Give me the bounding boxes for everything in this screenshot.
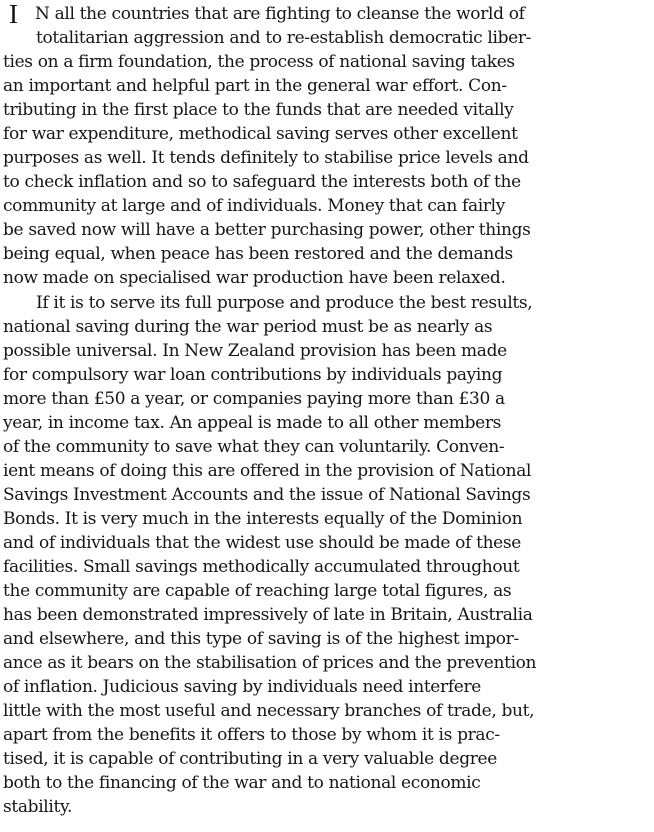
paragraph-2-line-12: facilities. Small savings methodically accumulated throughout: [3, 557, 520, 577]
paragraph-1-line-6: for war expenditure, methodical saving serves other excellent: [3, 124, 518, 144]
paragraph-1-line-10: be saved now will have a better purchasing power, other things: [3, 220, 531, 240]
paragraph-2-line-16: ance as it bears on the stabilisation of prices and the prevention: [3, 653, 537, 673]
paragraph-2-line-5: more than £50 a year, or companies paying more than £30 a: [3, 389, 505, 409]
paragraph-2-line-2: national saving during the war period must be as nearly as: [3, 317, 493, 337]
paragraph-2-line-19: apart from the benefits it offers to those by whom it is prac-: [3, 725, 500, 745]
paragraph-2-line-15: and elsewhere, and this type of saving is of the highest impor-: [3, 629, 519, 649]
paragraph-1-line-1: [3, 2, 651, 26]
paragraph-2-line-8: ient means of doing this are offered in the provision of National: [3, 461, 532, 481]
paragraph-2-line-9: Savings Investment Accounts and the issue of National Savings: [3, 485, 531, 505]
paragraph-2-line-6: year, in income tax. An appeal is made to all other members: [3, 413, 502, 433]
paragraph-1-line-12: now made on specialised war production have been relaxed.: [3, 268, 506, 288]
paragraph-2-line-13: the community are capable of reaching large total figures, as: [3, 581, 512, 601]
paragraph-1-line-11: being equal, when peace has been restored and the demands: [3, 244, 513, 264]
paragraph-2-line-17: of inflation. Judicious saving by individuals need interfere: [3, 677, 481, 697]
paragraph-2-line-18: little with the most useful and necessary branches of trade, but,: [3, 701, 535, 721]
paragraph-2-line-20: tised, it is capable of contributing in a very valuable degree: [3, 749, 497, 769]
paragraph-2-line-7: of the community to save what they can voluntarily. Conven-: [3, 437, 505, 457]
paragraph-2-line-4: for compulsory war loan contributions by individuals paying: [3, 365, 503, 385]
drop-cap: I: [9, 2, 18, 26]
paragraph-2-line-3: possible universal. In New Zealand provision has been made: [3, 341, 507, 361]
paragraph-1-first-line-text: N all the countries that are fighting to cleanse the world of: [35, 4, 525, 24]
paragraph-2-line-10: Bonds. It is very much in the interests equally of the Dominion: [3, 509, 523, 529]
paragraph-2-line-11: and of individuals that the widest use should be made of these: [3, 533, 522, 553]
paragraph-2-line-22: stability.: [3, 797, 73, 817]
paragraph-2-line-14: has been demonstrated impressively of late in Britain, Australia: [3, 605, 533, 625]
paragraph-2-line-1: If it is to serve its full purpose and produce the best results,: [36, 293, 533, 313]
paragraph-1-line-3: ties on a firm foundation, the process of national saving takes: [3, 52, 515, 72]
paragraph-1-line-2: totalitarian aggression and to re-establish democratic liber-: [36, 28, 532, 48]
paragraph-1-line-7: purposes as well. It tends definitely to stabilise price levels and: [3, 148, 529, 168]
paragraph-1-line-8: to check inflation and so to safeguard the interests both of the: [3, 172, 521, 192]
paragraph-1-line-4: an important and helpful part in the general war effort. Con-: [3, 76, 507, 96]
paragraph-2-line-21: both to the financing of the war and to national economic: [3, 773, 481, 793]
paragraph-1-line-9: community at large and of individuals. Money that can fairly: [3, 196, 506, 216]
paragraph-1-line-5: tributing in the first place to the funds that are needed vitally: [3, 100, 514, 120]
